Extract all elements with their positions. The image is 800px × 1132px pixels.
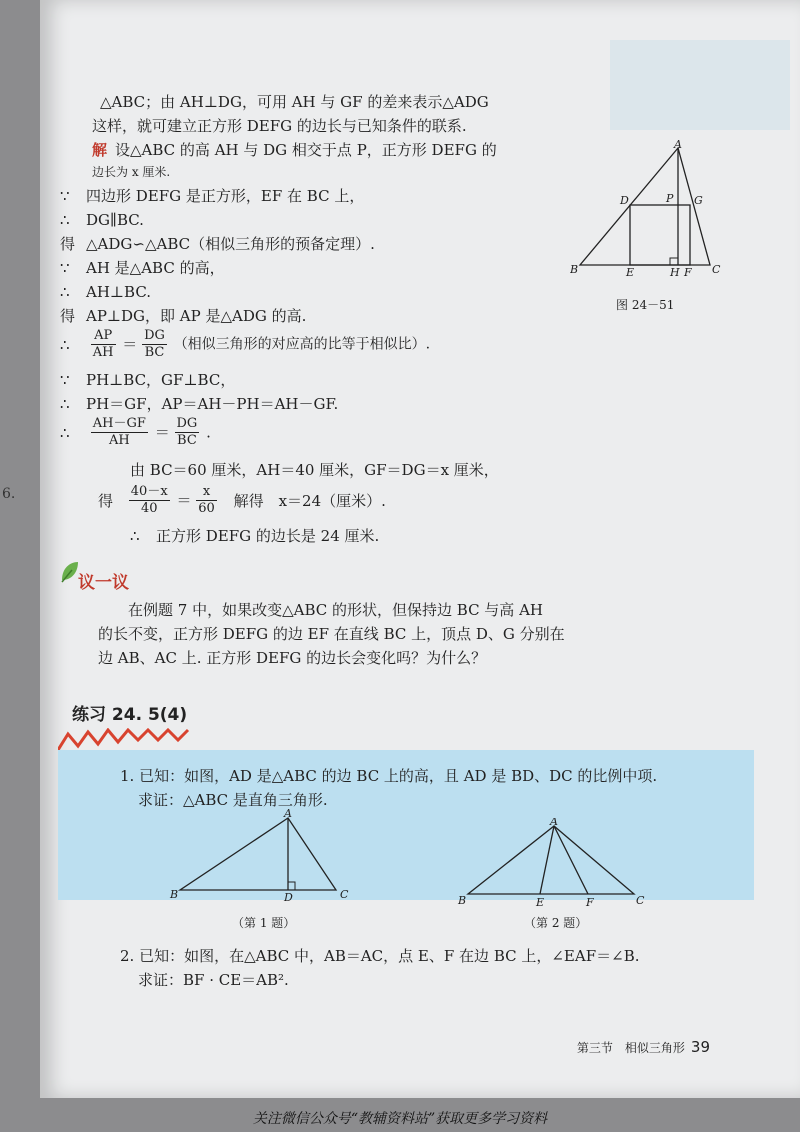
page-number: 39: [690, 1038, 710, 1056]
fig2-caption: （第 2 题）: [524, 916, 588, 930]
label-b: B: [570, 263, 579, 276]
exercise-figure-2: [456, 818, 656, 910]
right-angle-mark: [670, 258, 678, 265]
discuss-text-1: 在例题 7 中，如果改变△ABC 的形状，但保持边 BC 与高 AH: [128, 601, 543, 619]
step-text: DG∥BC.: [86, 211, 144, 229]
discuss-title: 议一议: [78, 573, 129, 593]
step-text: PH⊥BC，GF⊥BC，: [86, 371, 236, 389]
label-f: F: [684, 266, 692, 279]
step-symbol: ∵: [60, 371, 70, 389]
step-text: AP⊥DG，即 AP 是△ADG 的高.: [86, 307, 307, 325]
label-h: H: [670, 266, 680, 279]
step-symbol: ∴: [60, 423, 70, 442]
solution-label: 解: [92, 141, 108, 159]
fig1-label-d: D: [284, 891, 293, 904]
question-1-line-2: 求证：△ABC 是直角三角形.: [138, 791, 328, 809]
step-symbol: ∴: [60, 283, 70, 301]
ratio-line-1: ∴ $\frac{AP}{AH}$ ＝ $\frac{DG}{BC}$ （相似三角形的对应高的比等于相似比）.: [60, 328, 431, 360]
given-values: 由 BC＝60 厘米，AH＝40 厘米，GF＝DG＝x 厘米，: [130, 461, 499, 479]
margin-mark: 6.: [2, 486, 16, 502]
step-symbol: ∴: [60, 395, 70, 413]
step-text: AH 是△ABC 的高，: [86, 259, 225, 277]
figure-24-51: [570, 140, 730, 310]
fraction-ah-gf: $\frac{AH-GF}{AH}$: [92, 416, 146, 448]
fig2-label-e: E: [536, 896, 545, 909]
step-symbol: ∵: [60, 259, 70, 277]
discuss-text-2: 的长不变，正方形 DEFG 的边 EF 在直线 BC 上，顶点 D、G 分别在: [98, 625, 565, 643]
step-6: [60, 306, 306, 326]
solution-setup: [92, 140, 497, 160]
watermark-note: 关注微信公众号“教辅资料站”获取更多学习资料: [252, 1111, 548, 1127]
equation-line: 得 $\frac{40-x}{40}$ ＝ $\frac{x}{60}$ 解得 x＝24（厘米）.: [98, 484, 386, 516]
fraction-dg-bc-2: $\frac{DG}{BC}$: [176, 416, 198, 448]
square-defg: [630, 205, 690, 265]
step-text: AH⊥BC.: [86, 283, 152, 301]
label-e: E: [626, 266, 635, 279]
label-p: P: [666, 192, 674, 205]
question-1-line-1: 1. 已知：如图，AD 是△ABC 的边 BC 上的高，且 AD 是 BD、DC 的比例中项.: [120, 767, 658, 785]
step-3: [60, 234, 375, 254]
conclusion: [130, 526, 379, 546]
fig2-label-a: A: [550, 818, 558, 828]
fig2-label-f: F: [586, 896, 594, 909]
step-text: 四边形 DEFG 是正方形，EF 在 BC 上，: [86, 187, 365, 205]
exercise-figure-1: [168, 808, 358, 904]
step-8: [60, 394, 338, 414]
fig2-label-c: C: [636, 894, 645, 907]
step-symbol: 得: [60, 307, 76, 325]
page-footer: [577, 1038, 710, 1056]
step-7: [60, 370, 235, 390]
label-c: C: [712, 263, 721, 276]
label-a: A: [674, 140, 682, 151]
step-text: △ADG∽△ABC（相似三角形的预备定理）.: [86, 235, 375, 253]
label-d: D: [620, 194, 629, 207]
question-2-line-1: 2. 已知：如图，在△ABC 中，AB＝AC，点 E、F 在边 BC 上，∠EAF＝∠B.: [120, 947, 640, 965]
label-g: G: [694, 194, 703, 207]
solve-result: 解得 x＝24（厘米）.: [233, 491, 386, 510]
fraction-ap-ah: $\frac{AP}{AH}$: [92, 328, 114, 360]
step-symbol: 得: [98, 491, 114, 510]
step-text: PH＝GF，AP＝AH－PH＝AH－GF.: [86, 395, 339, 413]
fraction-x-60: $\frac{x}{60}$: [198, 484, 215, 516]
discuss-text-3: 边 AB、AC 上. 正方形 DEFG 的边长会变化吗？为什么？: [98, 649, 487, 667]
figure-caption: 图 24－51: [616, 298, 675, 312]
step-symbol: ∴: [130, 527, 140, 545]
bleed-through-header: [610, 40, 790, 130]
step-symbol: 得: [60, 235, 76, 253]
step-2: [60, 210, 144, 230]
ratio-line-2: ∴ $\frac{AH-GF}{AH}$ ＝ $\frac{DG}{BC}$ .: [60, 416, 211, 448]
fraction-dg-bc: $\frac{DG}{BC}$: [144, 328, 165, 360]
fig1-label-a: A: [284, 808, 292, 820]
fig1-caption: （第 1 题）: [232, 916, 296, 930]
zigzag-decoration: [58, 728, 218, 752]
question-2-line-2: 求证：BF · CE＝AB².: [138, 971, 289, 989]
step-5: [60, 282, 151, 302]
fig1-label-b: B: [170, 888, 179, 901]
section-title: 第三节 相似三角形: [576, 1041, 685, 1055]
conclusion-text: 正方形 DEFG 的边长是 24 厘米.: [156, 527, 380, 545]
step-symbol: ∴: [60, 335, 70, 354]
step-4: [60, 258, 225, 278]
fig2-label-b: B: [458, 894, 467, 907]
intro-line-1: △ABC；由 AH⊥DG，可用 AH 与 GF 的差来表示△ADG: [100, 93, 489, 111]
exercise-title: 练习 24. 5(4): [72, 705, 188, 725]
ratio-note: （相似三角形的对应高的比等于相似比）.: [173, 336, 431, 353]
leaf-icon: [58, 560, 80, 584]
step-symbol: ∴: [60, 211, 70, 229]
step-symbol: ∵: [60, 187, 70, 205]
step-1: [60, 186, 364, 206]
solution-setup-2: 边长为 x 厘米.: [92, 165, 171, 179]
solution-setup-1: 设△ABC 的高 AH 与 DG 相交于点 P，正方形 DEFG 的: [115, 141, 497, 159]
fraction-40-x: $\frac{40-x}{40}$: [130, 484, 168, 516]
fig1-label-c: C: [340, 888, 349, 901]
intro-line-2: 这样，就可建立正方形 DEFG 的边长与已知条件的联系.: [92, 117, 467, 135]
